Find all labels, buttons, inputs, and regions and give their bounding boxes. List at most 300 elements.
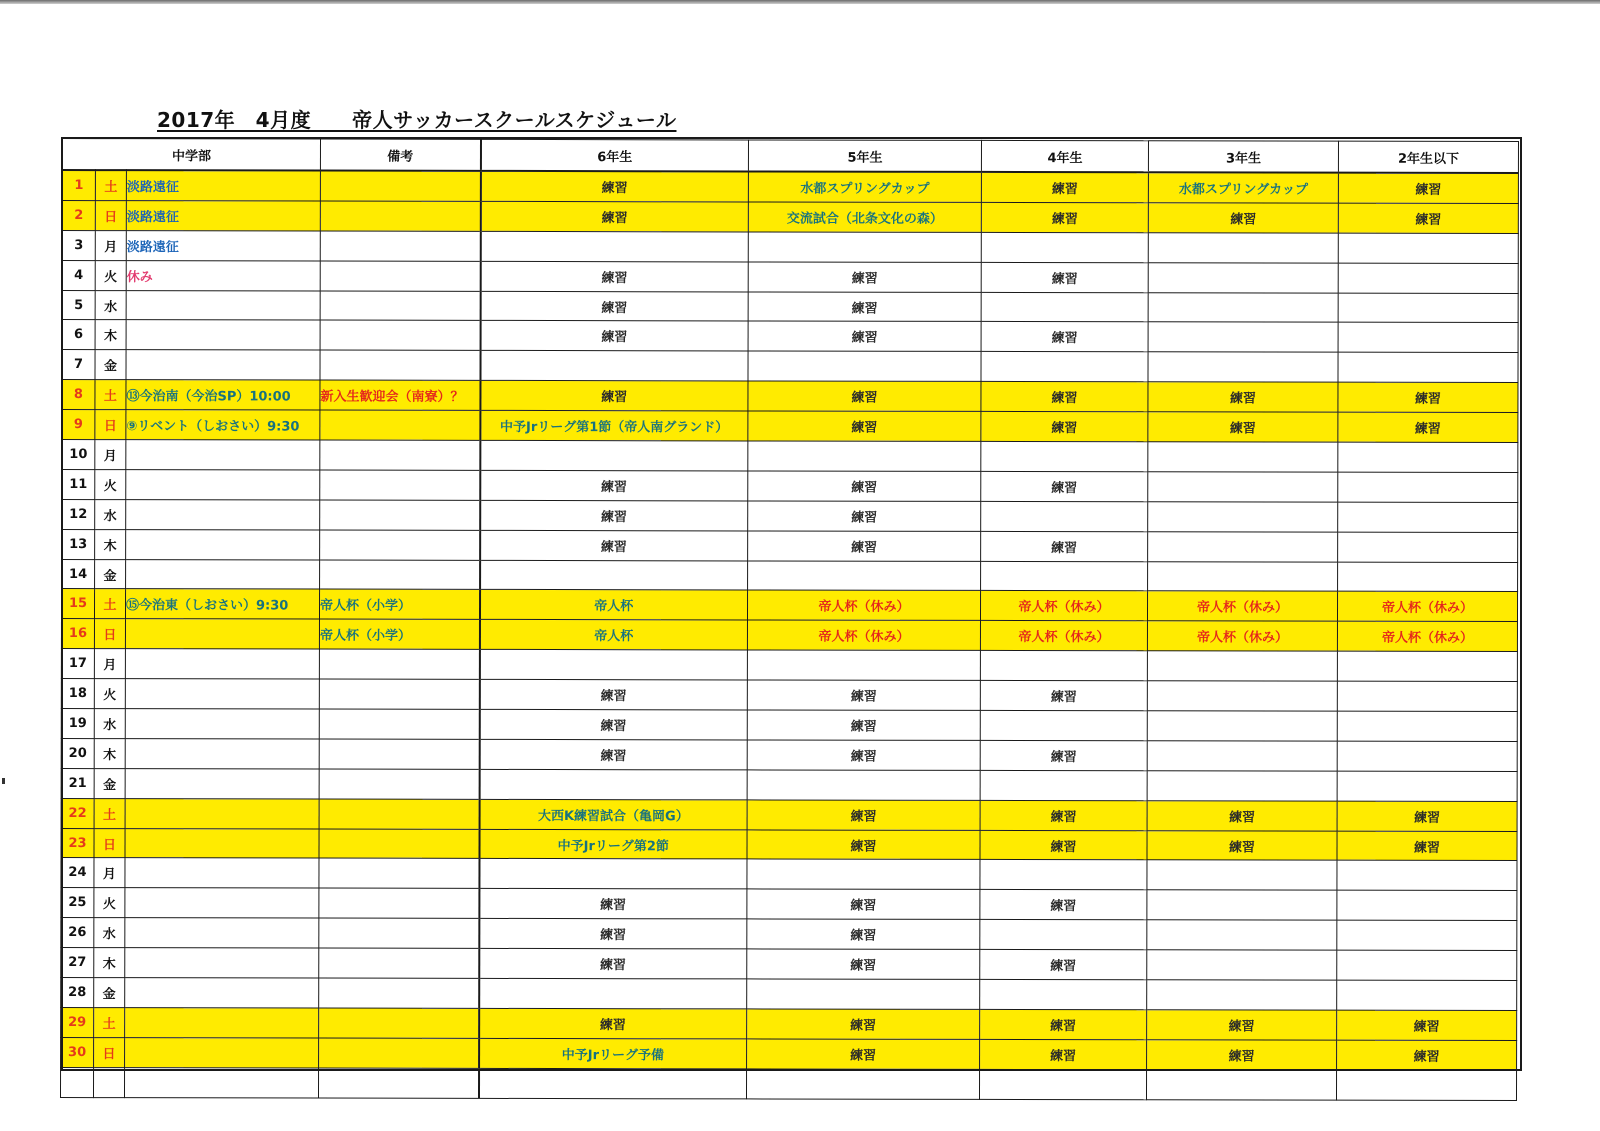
grade2-below-cell: 帝人杯（休み） — [1338, 592, 1518, 622]
grade5-cell — [748, 561, 981, 591]
scan-mark — [2, 778, 5, 784]
notes-cell: 帝人杯（小学） — [320, 590, 480, 620]
notes-cell — [319, 978, 479, 1008]
weekday-cell: 水 — [95, 290, 126, 320]
header-junior-high: 中学部 — [62, 139, 320, 171]
grade3-cell — [1148, 531, 1338, 561]
junior-high-cell: 淡路遠征 — [126, 230, 320, 260]
notes-cell — [319, 948, 479, 978]
notes-cell — [320, 350, 480, 380]
schedule-row — [61, 828, 1517, 861]
notes-cell — [320, 440, 480, 470]
grade2-below-cell — [1338, 502, 1518, 532]
grade5-cell: 練習 — [747, 889, 980, 919]
schedule-row — [62, 290, 1518, 323]
day-number-cell: 19 — [61, 709, 94, 739]
grade2-below-cell — [1338, 532, 1518, 562]
schedule-row — [62, 170, 1518, 203]
schedule-row — [61, 978, 1517, 1011]
junior-high-cell: ⑮今治東（しおさい）9:30 — [125, 589, 319, 619]
day-number-cell: 21 — [61, 768, 94, 798]
schedule-row — [62, 499, 1518, 532]
grade4-cell: 練習 — [980, 830, 1147, 860]
schedule-row — [62, 529, 1518, 562]
grade6-cell: 中予Jrリーグ第1節（帝人南グランド） — [480, 411, 748, 441]
grade5-cell: 練習 — [747, 800, 980, 830]
grade5-cell — [747, 979, 980, 1009]
weekday-cell: 金 — [94, 768, 125, 798]
grade4-cell — [980, 979, 1147, 1009]
notes-cell — [320, 291, 480, 321]
header-row — [62, 139, 1518, 174]
grade5-cell: 練習 — [747, 710, 980, 740]
notes-cell: 新入生歓迎会（南寮）？ — [320, 380, 480, 410]
grade4-cell — [980, 710, 1147, 740]
header-grade4: 4年生 — [981, 140, 1148, 172]
day-number-cell: 24 — [61, 858, 94, 888]
grade4-cell — [981, 352, 1148, 382]
junior-high-cell — [125, 798, 319, 828]
notes-cell — [319, 799, 479, 829]
day-number-cell: 8 — [62, 380, 95, 410]
grade6-cell: 練習 — [479, 889, 747, 919]
weekday-cell: 日 — [94, 1037, 125, 1067]
notes-cell — [319, 739, 479, 769]
junior-high-cell — [126, 290, 320, 320]
grade5-cell: 練習 — [748, 381, 981, 411]
junior-high-cell — [125, 1037, 319, 1067]
junior-high-cell — [125, 1008, 319, 1038]
day-number-cell: 2 — [62, 200, 95, 230]
junior-high-cell: ⑬今治南（今治SP）10:00 — [126, 380, 320, 410]
notes-cell — [319, 649, 479, 679]
grade6-cell — [479, 769, 747, 799]
grade3-cell: 練習 — [1147, 800, 1337, 830]
grade5-cell: 水都スプリングカップ — [748, 171, 981, 202]
grade4-cell: 練習 — [980, 890, 1147, 920]
grade3-cell — [1147, 920, 1337, 950]
grade2-below-cell: 練習 — [1338, 203, 1518, 233]
weekday-cell: 木 — [94, 738, 125, 768]
weekday-cell: 木 — [95, 320, 126, 350]
day-number-cell: 22 — [61, 798, 94, 828]
grade4-cell: 練習 — [981, 412, 1148, 442]
grade4-cell: 練習 — [980, 1009, 1147, 1039]
grade2-below-cell — [1337, 861, 1517, 891]
junior-high-cell — [125, 888, 319, 918]
schedule-row — [62, 410, 1518, 443]
junior-high-cell — [126, 470, 320, 500]
grade3-cell: 練習 — [1147, 1040, 1337, 1070]
scan-edge — [0, 0, 1600, 4]
grade4-cell — [980, 1069, 1147, 1099]
grade4-cell — [980, 770, 1147, 800]
grade3-cell — [1147, 711, 1337, 741]
notes-cell — [319, 918, 479, 948]
header-notes: 備考 — [320, 139, 480, 171]
junior-high-cell: 淡路遠征 — [126, 201, 320, 231]
day-number-cell: 18 — [61, 679, 94, 709]
day-number-cell: 17 — [61, 649, 94, 679]
junior-high-cell — [126, 559, 320, 589]
grade6-cell: 練習 — [479, 709, 747, 739]
grade2-below-cell — [1338, 472, 1518, 502]
schedule-row — [61, 768, 1517, 801]
grade5-cell — [748, 441, 981, 471]
grade6-cell — [480, 351, 748, 381]
day-number-cell: 11 — [62, 469, 95, 499]
weekday-cell: 水 — [94, 709, 125, 739]
grade5-cell: 練習 — [748, 501, 981, 531]
grade3-cell — [1147, 681, 1337, 711]
junior-high-cell — [125, 768, 319, 798]
weekday-cell: 金 — [94, 978, 125, 1008]
notes-cell — [319, 679, 479, 709]
day-number-cell: 6 — [62, 320, 95, 350]
schedule-row — [62, 260, 1518, 293]
grade5-cell: 練習 — [747, 1039, 980, 1069]
grade3-cell — [1148, 352, 1338, 382]
schedule-body — [60, 170, 1518, 1100]
grade6-cell: 練習 — [480, 381, 748, 411]
grade5-cell: 練習 — [747, 680, 980, 710]
junior-high-cell — [125, 619, 319, 649]
grade4-cell: 帝人杯（休み） — [981, 591, 1148, 621]
weekday-cell: 火 — [94, 888, 125, 918]
grade5-cell: 練習 — [748, 292, 981, 322]
junior-high-cell: 休み — [126, 260, 320, 290]
day-number-cell: 5 — [62, 290, 95, 320]
schedule-row — [61, 619, 1517, 652]
junior-high-cell — [125, 858, 319, 888]
weekday-cell: 土 — [94, 798, 125, 828]
schedule-row — [62, 350, 1518, 383]
weekday-cell: 木 — [95, 529, 126, 559]
notes-cell — [319, 1038, 479, 1068]
notes-cell — [320, 320, 480, 350]
junior-high-cell — [125, 978, 319, 1008]
grade3-cell — [1147, 1069, 1337, 1099]
schedule-row — [61, 679, 1517, 712]
grade3-cell: 練習 — [1148, 382, 1338, 412]
junior-high-cell: 淡路遠征 — [126, 170, 320, 201]
grade5-cell: 練習 — [747, 740, 980, 770]
notes-cell — [319, 709, 479, 739]
grade3-cell — [1148, 442, 1338, 472]
schedule-row — [61, 798, 1517, 831]
grade3-cell: 練習 — [1148, 412, 1338, 442]
grade5-cell: 練習 — [748, 531, 981, 561]
grade6-cell: 帝人杯 — [480, 590, 748, 620]
grade5-cell: 練習 — [748, 321, 981, 351]
notes-cell: 帝人杯（小学） — [319, 619, 479, 649]
grade4-cell: 練習 — [980, 800, 1147, 830]
grade4-cell — [980, 860, 1147, 890]
grade2-below-cell — [1337, 950, 1517, 980]
grade6-cell: 練習 — [480, 470, 748, 500]
grade3-cell: 帝人杯（休み） — [1147, 621, 1337, 651]
schedule-row — [61, 858, 1517, 891]
grade3-cell — [1148, 322, 1338, 352]
grade6-cell — [479, 978, 747, 1008]
grade5-cell — [747, 650, 980, 680]
junior-high-cell — [125, 918, 319, 948]
day-number-cell — [60, 1067, 93, 1097]
grade5-cell — [748, 232, 981, 262]
day-number-cell: 1 — [62, 170, 95, 200]
grade3-cell — [1148, 292, 1338, 322]
grade2-below-cell — [1337, 1070, 1517, 1100]
grade3-cell — [1148, 561, 1338, 591]
weekday-cell: 日 — [94, 828, 125, 858]
weekday-cell: 日 — [95, 410, 126, 440]
header-grade2-below: 2年生以下 — [1338, 141, 1518, 173]
grade6-cell: 練習 — [480, 500, 748, 530]
grade2-below-cell: 練習 — [1337, 831, 1517, 861]
grade4-cell — [980, 920, 1147, 950]
grade6-cell — [480, 440, 748, 470]
day-number-cell: 14 — [62, 559, 95, 589]
grade3-cell — [1147, 651, 1337, 681]
schedule-row — [62, 559, 1518, 592]
schedule-table — [60, 138, 1519, 1101]
grade5-cell: 帝人杯（休み） — [747, 620, 980, 650]
grade4-cell — [980, 651, 1147, 681]
grade6-cell — [480, 560, 748, 590]
grade2-below-cell: 練習 — [1338, 412, 1518, 442]
notes-cell — [320, 530, 480, 560]
grade2-below-cell: 帝人杯（休み） — [1337, 622, 1517, 652]
grade5-cell: 練習 — [747, 1009, 980, 1039]
grade5-cell: 練習 — [748, 411, 981, 441]
schedule-row — [62, 320, 1518, 353]
grade6-cell: 中予Jrリーグ予備 — [479, 1038, 747, 1068]
schedule-row — [61, 948, 1517, 981]
grade4-cell — [981, 561, 1148, 591]
junior-high-cell — [125, 649, 319, 679]
grade6-cell: 練習 — [480, 321, 748, 351]
weekday-cell: 火 — [95, 260, 126, 290]
grade6-cell — [480, 231, 748, 261]
grade2-below-cell — [1337, 711, 1517, 741]
weekday-cell: 金 — [95, 350, 126, 380]
grade6-cell: 練習 — [480, 291, 748, 321]
weekday-cell: 月 — [94, 649, 125, 679]
junior-high-cell — [126, 499, 320, 529]
grade6-cell — [479, 650, 747, 680]
grade4-cell: 練習 — [980, 681, 1147, 711]
grade2-below-cell: 練習 — [1337, 1040, 1517, 1070]
day-number-cell: 4 — [62, 260, 95, 290]
notes-cell — [319, 1068, 479, 1098]
grade2-below-cell — [1337, 651, 1517, 681]
grade4-cell: 帝人杯（休み） — [980, 621, 1147, 651]
junior-high-cell — [126, 320, 320, 350]
junior-high-cell — [126, 350, 320, 380]
notes-cell — [320, 470, 480, 500]
grade3-cell — [1148, 262, 1338, 292]
grade4-cell: 練習 — [981, 322, 1148, 352]
grade4-cell: 練習 — [980, 740, 1147, 770]
schedule-row — [62, 380, 1518, 413]
schedule-row — [61, 649, 1517, 682]
grade2-below-cell — [1338, 353, 1518, 383]
junior-high-cell — [126, 529, 320, 559]
weekday-cell: 水 — [95, 499, 126, 529]
schedule-row — [61, 918, 1517, 951]
grade6-cell: 練習 — [479, 1008, 747, 1038]
schedule-row — [61, 1007, 1517, 1040]
grade2-below-cell — [1338, 293, 1518, 323]
header-grade6: 6年生 — [480, 139, 748, 171]
grade2-below-cell — [1338, 323, 1518, 353]
grade5-cell: 練習 — [747, 830, 980, 860]
grade2-below-cell — [1337, 891, 1517, 921]
grade3-cell — [1148, 472, 1338, 502]
grade6-cell: 中予Jrリーグ第2節 — [479, 829, 747, 859]
grade6-cell: 練習 — [480, 530, 748, 560]
notes-cell — [320, 560, 480, 590]
grade5-cell: 交流試合（北条文化の森） — [748, 202, 981, 232]
grade2-below-cell: 練習 — [1337, 1010, 1517, 1040]
grade6-cell: 練習 — [480, 201, 748, 231]
junior-high-cell — [125, 679, 319, 709]
grade6-cell: 練習 — [479, 949, 747, 979]
grade3-cell: 帝人杯（休み） — [1148, 591, 1338, 621]
document-title: 2017年 4月度 帝人サッカースクールスケジュール — [157, 108, 677, 132]
weekday-cell: 日 — [94, 619, 125, 649]
day-number-cell: 9 — [62, 410, 95, 440]
notes-cell — [319, 1008, 479, 1038]
weekday-cell: 土 — [94, 589, 125, 619]
notes-cell — [320, 410, 480, 440]
junior-high-cell — [124, 1067, 318, 1097]
day-number-cell: 10 — [62, 440, 95, 470]
grade3-cell — [1147, 771, 1337, 801]
grade2-below-cell: 練習 — [1338, 173, 1518, 204]
day-number-cell: 3 — [62, 230, 95, 260]
grade5-cell: 練習 — [748, 262, 981, 292]
grade6-cell: 帝人杯 — [479, 620, 747, 650]
grade4-cell: 練習 — [981, 531, 1148, 561]
notes-cell — [319, 769, 479, 799]
day-number-cell: 25 — [61, 888, 94, 918]
grade6-cell — [479, 859, 747, 889]
day-number-cell: 23 — [61, 828, 94, 858]
weekday-cell: 金 — [95, 559, 126, 589]
schedule-row — [61, 888, 1517, 921]
grade3-cell — [1147, 890, 1337, 920]
grade4-cell — [981, 441, 1148, 471]
grade6-cell: 練習 — [479, 739, 747, 769]
grade2-below-cell — [1337, 741, 1517, 771]
notes-cell — [320, 231, 480, 261]
grade3-cell — [1148, 502, 1338, 532]
weekday-cell: 火 — [95, 469, 126, 499]
grade3-cell: 水都スプリングカップ — [1148, 172, 1338, 203]
grade2-below-cell — [1338, 562, 1518, 592]
day-number-cell: 13 — [62, 529, 95, 559]
grade2-below-cell: 練習 — [1337, 801, 1517, 831]
grade2-below-cell — [1337, 681, 1517, 711]
day-number-cell: 28 — [61, 978, 94, 1008]
day-number-cell: 12 — [62, 499, 95, 529]
grade5-cell: 練習 — [747, 949, 980, 979]
grade4-cell: 練習 — [981, 382, 1148, 412]
grade6-cell: 練習 — [479, 680, 747, 710]
grade2-below-cell — [1338, 442, 1518, 472]
notes-cell — [320, 261, 480, 291]
grade3-cell — [1147, 741, 1337, 771]
junior-high-cell — [125, 948, 319, 978]
weekday-cell: 月 — [94, 858, 125, 888]
junior-high-cell — [126, 440, 320, 470]
schedule-row — [61, 589, 1517, 622]
day-number-cell: 30 — [61, 1037, 94, 1067]
grade2-below-cell: 練習 — [1338, 382, 1518, 412]
grade4-cell: 練習 — [981, 172, 1148, 203]
header-grade5: 5年生 — [748, 140, 981, 172]
grade4-cell: 練習 — [980, 1039, 1147, 1069]
grade4-cell: 練習 — [981, 471, 1148, 501]
weekday-cell: 月 — [95, 230, 126, 260]
day-number-cell: 29 — [61, 1007, 94, 1037]
grade3-cell: 練習 — [1147, 1010, 1337, 1040]
notes-cell — [319, 859, 479, 889]
grade5-cell: 帝人杯（休み） — [748, 590, 981, 620]
weekday-cell: 土 — [95, 170, 126, 200]
grade3-cell: 練習 — [1148, 203, 1338, 233]
junior-high-cell — [125, 709, 319, 739]
grade3-cell — [1147, 980, 1337, 1010]
weekday-cell: 水 — [94, 918, 125, 948]
grade6-cell: 練習 — [480, 171, 748, 202]
grade4-cell: 練習 — [980, 950, 1147, 980]
notes-cell — [320, 500, 480, 530]
schedule-row — [61, 1037, 1517, 1070]
notes-cell — [320, 171, 480, 202]
day-number-cell: 7 — [62, 350, 95, 380]
weekday-cell: 土 — [95, 380, 126, 410]
grade2-below-cell — [1337, 771, 1517, 801]
grade4-cell — [981, 501, 1148, 531]
grade3-cell — [1147, 950, 1337, 980]
grade6-cell: 練習 — [479, 919, 747, 949]
grade5-cell: 練習 — [748, 471, 981, 501]
grade5-cell — [747, 859, 980, 889]
grade3-cell — [1147, 860, 1337, 890]
weekday-cell: 日 — [95, 200, 126, 230]
header-grade3: 3年生 — [1148, 141, 1338, 173]
schedule-row — [61, 709, 1517, 742]
grade2-below-cell — [1337, 980, 1517, 1010]
notes-cell — [319, 888, 479, 918]
grade4-cell: 練習 — [981, 262, 1148, 292]
schedule-row — [61, 738, 1517, 771]
grade4-cell — [981, 292, 1148, 322]
grade4-cell: 練習 — [981, 202, 1148, 232]
notes-cell — [320, 201, 480, 231]
grade3-cell — [1148, 233, 1338, 263]
weekday-cell: 火 — [94, 679, 125, 709]
junior-high-cell: ⑨リベント（しおさい）9:30 — [126, 410, 320, 440]
day-number-cell: 20 — [61, 738, 94, 768]
grade2-below-cell — [1337, 920, 1517, 950]
notes-cell — [319, 829, 479, 859]
grade5-cell — [747, 1069, 980, 1099]
weekday-cell: 木 — [94, 948, 125, 978]
grade6-cell — [479, 1068, 747, 1098]
